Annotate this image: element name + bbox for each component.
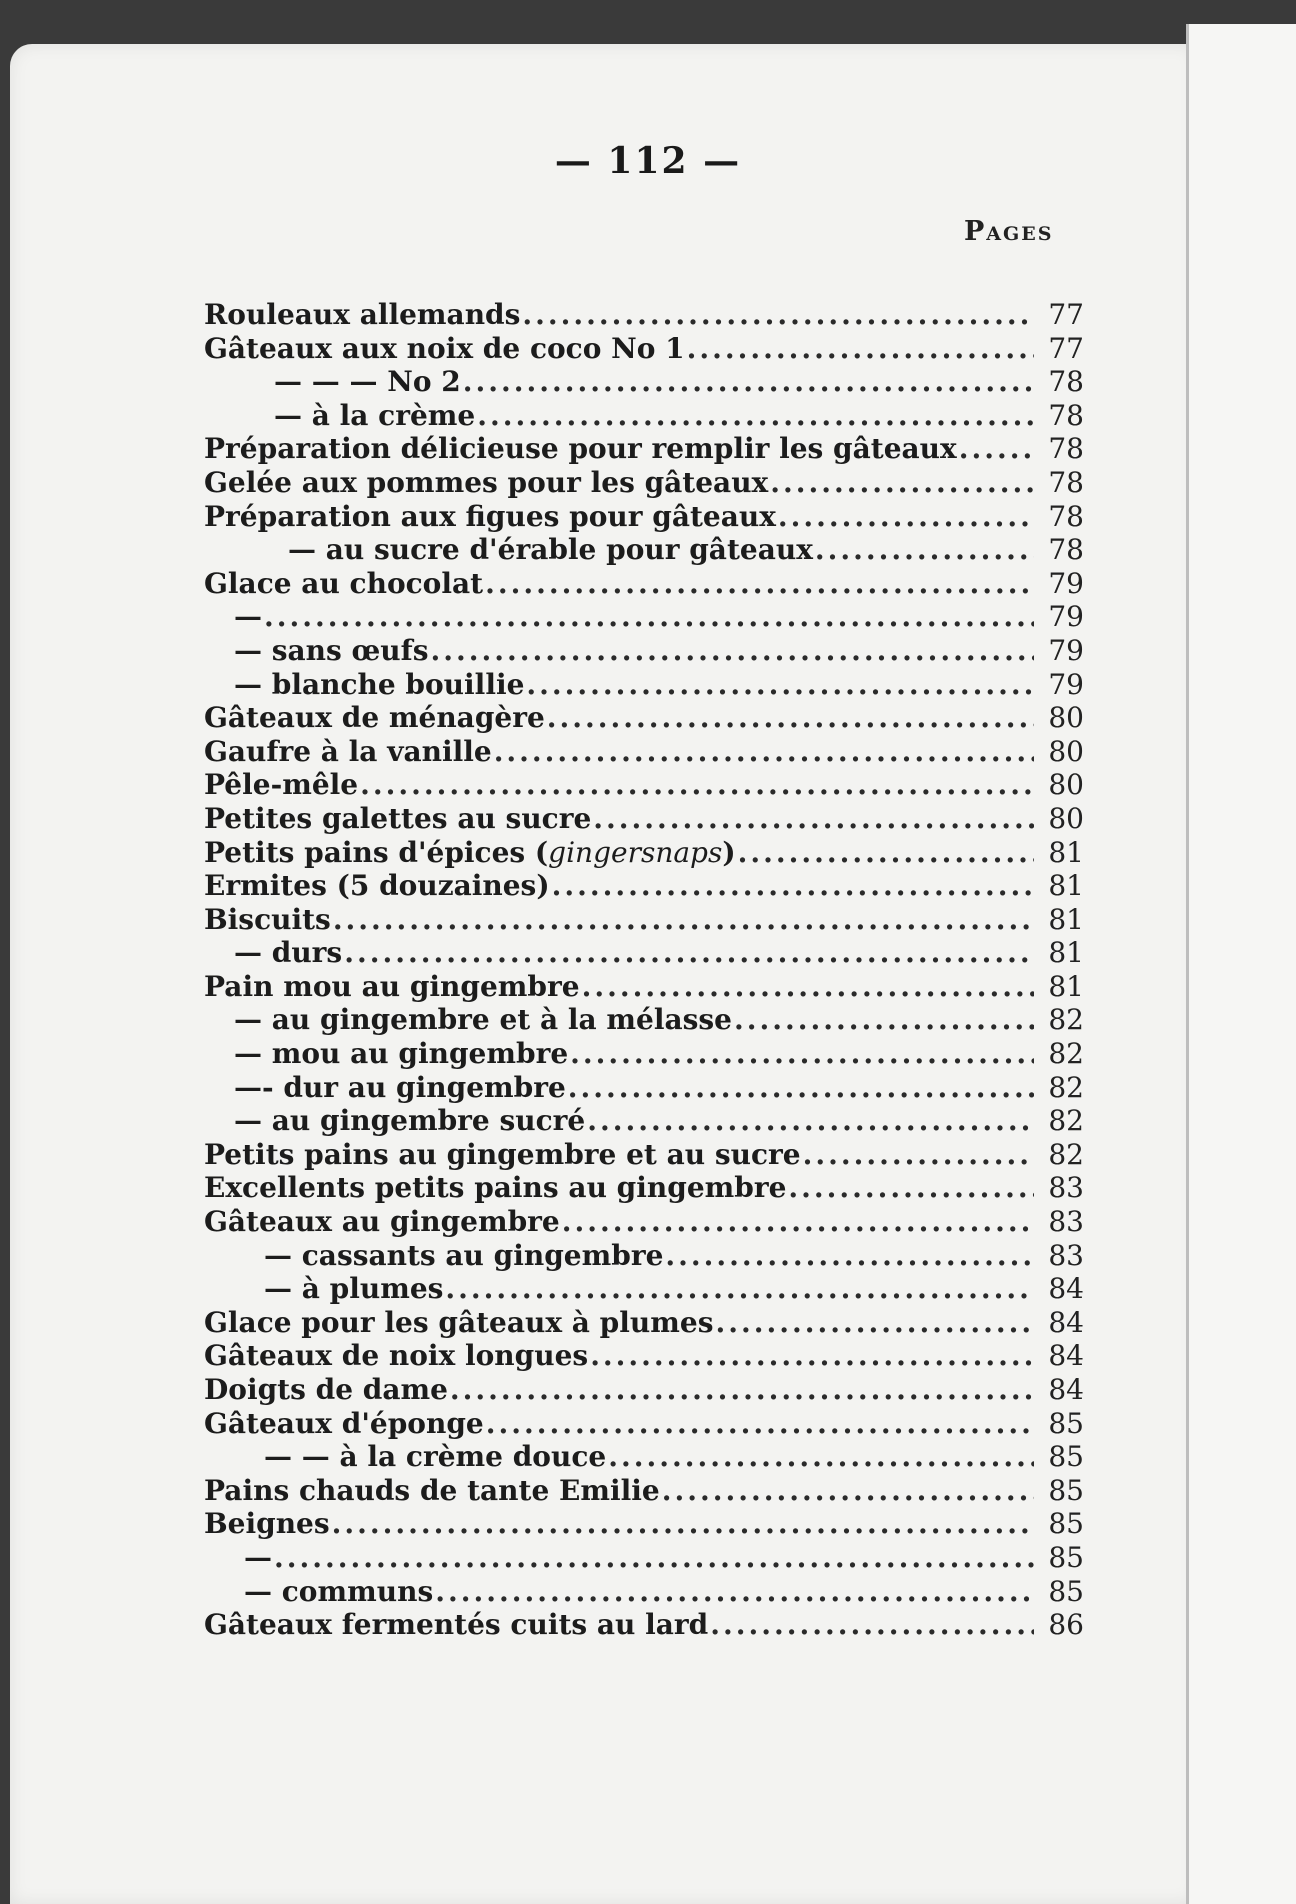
dot-leader	[815, 533, 1034, 567]
toc-entry-page: 82	[1048, 1104, 1084, 1138]
dot-leader	[264, 600, 1034, 634]
toc-entry-page: 81	[1048, 902, 1084, 936]
dot-leader	[547, 701, 1034, 735]
toc-entry	[204, 735, 1084, 769]
toc-entry-title: Préparation aux figues pour gâteaux	[204, 499, 776, 533]
dot-leader	[582, 970, 1034, 1004]
toc-entry-title: Pain mou au gingembre	[204, 969, 580, 1003]
toc-entry-title: Gâteaux au gingembre	[204, 1205, 560, 1239]
toc-entry-title: — mou au gingembre	[234, 1037, 569, 1071]
toc-entry-title: Biscuits	[204, 902, 331, 936]
toc-entry-title: Gâteaux de ménagère	[204, 701, 545, 735]
toc-entry-title: Gaufre à la vanille	[204, 734, 492, 768]
dot-leader	[770, 466, 1034, 500]
toc-entry-title: Pains chauds de tante Emilie	[204, 1473, 660, 1507]
toc-entry-title: Gâteaux fermentés cuits au lard	[204, 1608, 709, 1642]
toc-entry-title: Ermites (5 douzaines)	[204, 869, 550, 903]
toc-entry	[204, 768, 1084, 802]
toc-entry-title: Préparation délicieuse pour remplir les gâteaux	[204, 432, 957, 466]
toc-entry-title: — au gingembre sucré	[234, 1104, 586, 1138]
dot-leader	[687, 332, 1034, 366]
dot-leader	[450, 1373, 1034, 1407]
dot-leader	[715, 1306, 1034, 1340]
dot-leader	[274, 1541, 1034, 1575]
toc-entry-page: 85	[1048, 1540, 1084, 1574]
toc-entry	[204, 533, 1084, 567]
toc-entry	[204, 1239, 1084, 1273]
dot-leader	[587, 1104, 1034, 1138]
toc-entry-title: Gâteaux aux noix de coco No 1	[204, 331, 685, 365]
toc-entry-page: 82	[1048, 1137, 1084, 1171]
toc-entry	[204, 668, 1084, 702]
toc-entry-title: — à plumes	[264, 1272, 444, 1306]
dot-leader	[435, 1575, 1034, 1609]
toc-entry-page: 86	[1048, 1608, 1084, 1642]
dot-leader	[590, 1339, 1034, 1373]
page-gutter	[1186, 24, 1296, 1904]
toc-entry-page: 79	[1048, 600, 1084, 634]
toc-entry	[204, 1608, 1084, 1642]
dot-leader	[445, 1272, 1034, 1306]
toc-entry	[204, 1407, 1084, 1441]
toc-entry-title: —	[244, 1540, 272, 1574]
dot-leader	[734, 1003, 1034, 1037]
toc-entry	[204, 1272, 1084, 1306]
dot-leader	[485, 567, 1034, 601]
toc-entry	[204, 600, 1084, 634]
toc-entry-page: 83	[1048, 1238, 1084, 1272]
toc-entry	[204, 1306, 1084, 1340]
dot-leader	[665, 1239, 1034, 1273]
toc-entry-page: 84	[1048, 1272, 1084, 1306]
toc-entry-page: 80	[1048, 801, 1084, 835]
toc-entry-page: 84	[1048, 1339, 1084, 1373]
dot-leader	[494, 735, 1034, 769]
dot-leader	[788, 1171, 1034, 1205]
toc-entry	[204, 970, 1084, 1004]
toc-entry-page: 78	[1048, 365, 1084, 399]
toc-entry	[204, 1373, 1084, 1407]
toc-entry-page: 79	[1048, 633, 1084, 667]
toc-entry	[204, 936, 1084, 970]
toc-entry-title: — communs	[244, 1574, 434, 1608]
toc-entry	[204, 332, 1084, 366]
dot-leader	[608, 1440, 1034, 1474]
pages-column-header: Pages	[964, 216, 1054, 247]
toc-entry-title: Gelée aux pommes pour les gâteaux	[204, 465, 769, 499]
toc-entry	[204, 1440, 1084, 1474]
toc-entry	[204, 869, 1084, 903]
toc-entry-page: 77	[1048, 298, 1084, 331]
toc-entry	[204, 567, 1084, 601]
toc-entry-page: 80	[1048, 734, 1084, 768]
toc-entry-title: Petits pains au gingembre et au sucre	[204, 1137, 801, 1171]
toc-entry-page: 83	[1048, 1205, 1084, 1239]
toc-entry-title: — durs	[234, 936, 343, 970]
dot-leader	[522, 298, 1034, 332]
toc-entry-title: —- dur au gingembre	[234, 1070, 566, 1104]
toc-entry	[204, 1138, 1084, 1172]
toc-entry-page: 85	[1048, 1507, 1084, 1541]
toc-entry	[204, 1339, 1084, 1373]
toc-entry-page: 84	[1048, 1305, 1084, 1339]
toc-entry-page: 82	[1048, 1070, 1084, 1104]
toc-entry	[204, 432, 1084, 466]
toc-entry-title: — au sucre d'érable pour gâteaux	[288, 533, 813, 567]
toc-entry-title: — blanche bouillie	[234, 667, 525, 701]
dot-leader	[463, 365, 1034, 399]
toc-entry	[204, 1003, 1084, 1037]
toc-entry	[204, 903, 1084, 937]
toc-entry	[204, 1474, 1084, 1508]
toc-entry	[204, 1507, 1084, 1541]
toc-entry-page: 84	[1048, 1373, 1084, 1406]
dot-leader	[570, 1037, 1034, 1071]
toc-entry-title: Beignes	[204, 1507, 330, 1541]
dot-leader	[333, 903, 1034, 937]
dot-leader	[803, 1138, 1034, 1172]
toc-entry-page: 82	[1048, 1003, 1084, 1037]
toc-entry-page: 83	[1048, 1171, 1084, 1205]
toc-entry-page: 78	[1048, 533, 1084, 567]
dot-leader	[738, 836, 1034, 870]
toc-entry-page: 78	[1048, 398, 1084, 432]
dot-leader	[332, 1507, 1034, 1541]
toc-entry-page: 81	[1048, 936, 1084, 970]
dot-leader	[360, 768, 1034, 802]
toc-entry-page: 78	[1048, 465, 1084, 499]
toc-entry-title: Excellents petits pains au gingembre	[204, 1171, 787, 1205]
dot-leader	[486, 1407, 1034, 1441]
toc-entry	[204, 701, 1084, 735]
toc-entry-page: 80	[1048, 701, 1084, 735]
toc-entry	[204, 634, 1084, 668]
toc-entry	[204, 466, 1084, 500]
dot-leader	[568, 1071, 1034, 1105]
toc-entry-title: Glace pour les gâteaux à plumes	[204, 1305, 714, 1339]
toc-entry-title: —	[234, 600, 262, 634]
dot-leader	[778, 500, 1034, 534]
toc-entry	[204, 1171, 1084, 1205]
dot-leader	[477, 399, 1034, 433]
toc-entry-title: — à la crème	[274, 398, 476, 432]
toc-entry-title: Petits pains d'épices (gingersnaps)	[204, 835, 736, 869]
toc-entry-title: Doigts de dame	[204, 1373, 448, 1406]
toc-entry	[204, 1037, 1084, 1071]
dot-leader	[430, 634, 1034, 668]
toc-entry-page: 85	[1048, 1473, 1084, 1507]
dot-leader	[710, 1608, 1034, 1642]
toc-entry-title: — au gingembre et à la mélasse	[234, 1003, 732, 1037]
toc-entry	[204, 365, 1084, 399]
toc-entry-page: 85	[1048, 1406, 1084, 1440]
toc-entry-page: 80	[1048, 768, 1084, 802]
toc-entry-page: 79	[1048, 667, 1084, 701]
toc-entry	[204, 500, 1084, 534]
toc-entry-title: Gâteaux de noix longues	[204, 1339, 589, 1373]
toc-entry-page: 79	[1048, 566, 1084, 600]
toc-entry	[204, 1104, 1084, 1138]
toc-entry-page: 82	[1048, 1037, 1084, 1071]
dot-leader	[526, 668, 1034, 702]
dot-leader	[662, 1474, 1034, 1508]
dot-leader	[593, 802, 1034, 836]
toc-entry-title: Rouleaux allemands	[204, 298, 521, 331]
toc-entry-page: 78	[1048, 432, 1084, 466]
toc-entry	[204, 298, 1084, 332]
page-number: — 112 —	[554, 140, 742, 182]
toc-entry-title: Pêle-mêle	[204, 768, 359, 802]
toc-entry-title: Glace au chocolat	[204, 566, 484, 600]
toc-entry-page: 81	[1048, 969, 1084, 1003]
toc-entry	[204, 1205, 1084, 1239]
toc-entry-page: 77	[1048, 331, 1084, 365]
toc-entry-title: — — — No 2	[274, 365, 461, 399]
dot-leader	[552, 869, 1034, 903]
toc-entry	[204, 836, 1084, 870]
toc-entry-page: 85	[1048, 1574, 1084, 1608]
toc-entry-page: 85	[1048, 1440, 1084, 1474]
table-of-contents	[204, 298, 1084, 1642]
dot-leader	[562, 1205, 1034, 1239]
toc-entry	[204, 802, 1084, 836]
dot-leader	[959, 432, 1034, 466]
toc-entry-title: — — à la crème douce	[264, 1440, 607, 1474]
toc-entry-title: Gâteaux d'éponge	[204, 1406, 484, 1440]
toc-entry-page: 81	[1048, 835, 1084, 869]
toc-entry-page: 81	[1048, 869, 1084, 903]
toc-entry	[204, 1071, 1084, 1105]
toc-entry-title: — sans œufs	[234, 633, 429, 667]
toc-entry-title: — cassants au gingembre	[264, 1238, 664, 1272]
dot-leader	[344, 936, 1034, 970]
toc-entry	[204, 399, 1084, 433]
toc-entry-title: Petites galettes au sucre	[204, 801, 592, 835]
toc-entry-page: 78	[1048, 499, 1084, 533]
toc-entry	[204, 1575, 1084, 1609]
toc-entry	[204, 1541, 1084, 1575]
